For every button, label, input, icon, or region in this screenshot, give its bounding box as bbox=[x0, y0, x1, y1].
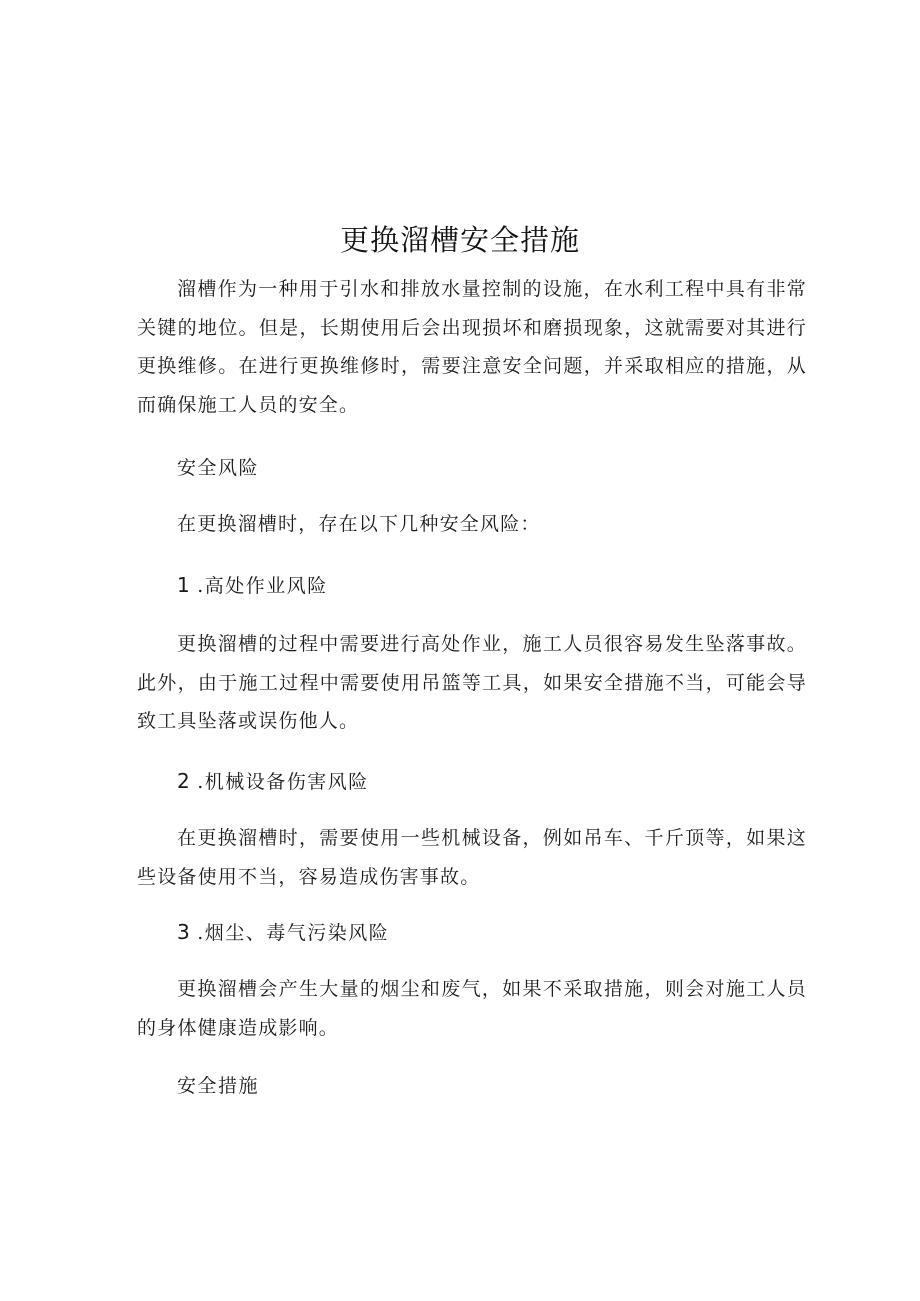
risk-title: .烟尘、毒气污染风险 bbox=[197, 922, 390, 944]
risk-heading-3 bbox=[177, 913, 389, 953]
risk-body-3: 更换溜槽会产生大量的烟尘和废气，如果不采取措施，则会对施工人员的身体健康造成影响。 bbox=[137, 978, 807, 1039]
risk-heading-1 bbox=[177, 566, 328, 606]
risk-body-1: 更换溜槽的过程中需要进行高处作业，施工人员很容易发生坠落事故。此外，由于施工过程中需要使用吊篮等工具，如果安全措施不当，可能会导致工具坠落或误伤他人。 bbox=[137, 633, 807, 732]
risk-intro-paragraph: 在更换溜槽时，存在以下几种安全风险： bbox=[177, 513, 541, 535]
intro-paragraph: 溜槽作为一种用于引水和排放水量控制的设施，在水利工程中具有非常关键的地位。但是，长期使用后会出现损坏和磨损现象，这就需要对其进行更换维修。在进行更换维修时，需要注意安全问题，并采取相应的措施，从而确保施工人员的安全。 bbox=[137, 278, 807, 416]
risk-number: 3 bbox=[177, 920, 192, 944]
risk-heading-2 bbox=[177, 762, 369, 802]
risk-body-2: 在更换溜槽时，需要使用一些机械设备，例如吊车、千斤顶等，如果这些设备使用不当，容易造成伤害事故。 bbox=[137, 827, 807, 888]
section-heading-risk: 安全风险 bbox=[177, 457, 260, 479]
risk-title: .机械设备伤害风险 bbox=[197, 771, 369, 793]
section-heading-measures: 安全措施 bbox=[177, 1075, 260, 1097]
risk-title: .高处作业风险 bbox=[197, 575, 328, 597]
risk-number: 1 bbox=[177, 573, 192, 597]
document-title: 更换溜槽安全措施 bbox=[339, 223, 580, 257]
risk-number: 2 bbox=[177, 769, 192, 793]
